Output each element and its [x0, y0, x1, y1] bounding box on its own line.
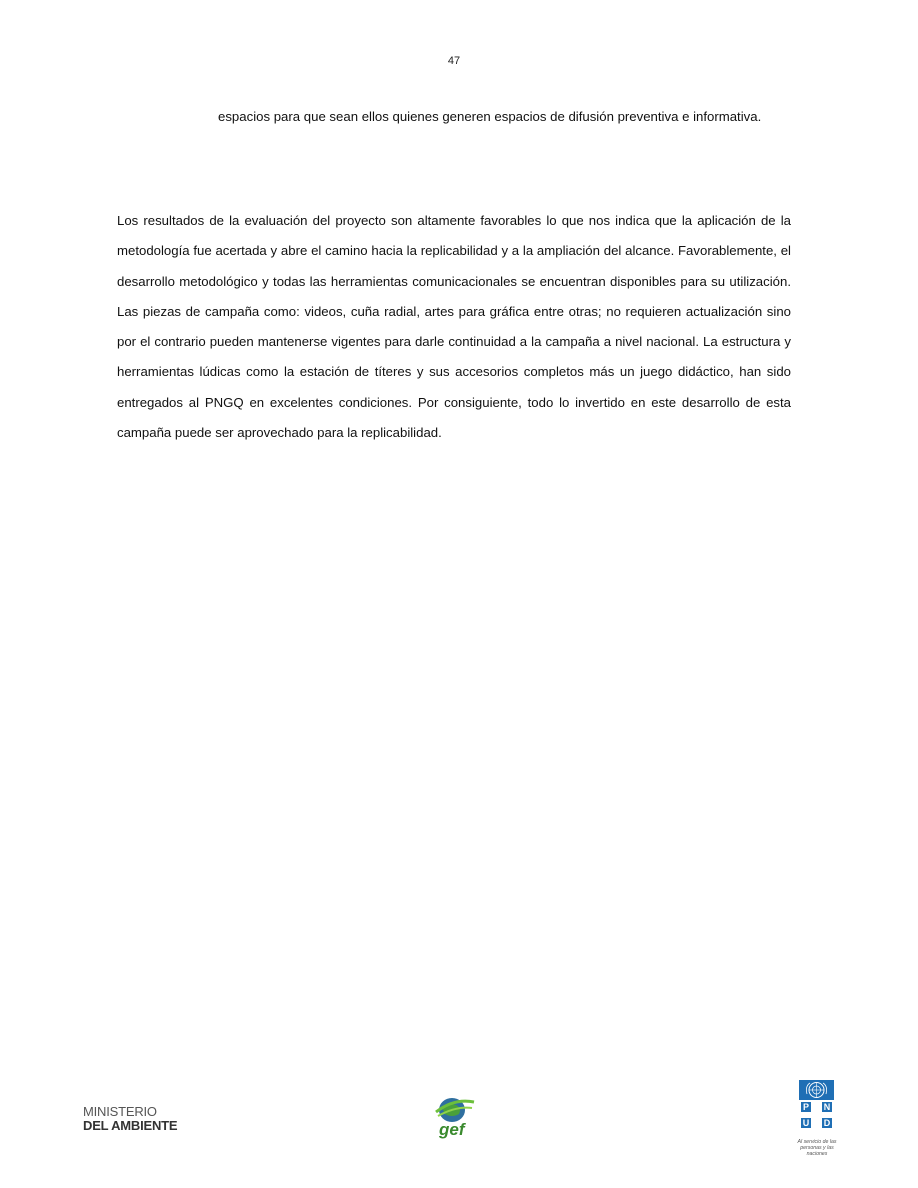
- gef-logo: [432, 1094, 476, 1142]
- ministerio-logo-line1: MINISTERIO: [83, 1104, 157, 1119]
- undp-emblem-block: [799, 1080, 834, 1136]
- undp-letter-n: N: [823, 1102, 831, 1112]
- gef-logo-text: gef: [439, 1120, 465, 1139]
- main-paragraph: Los resultados de la evaluación del proyecto son altamente favorables lo que nos indica que la aplicación de la metodología fue acertada y abre el camino hacia la replicabilidad y a la ampliación del alcance. Favorablemente, el desarrollo metodológico y todas las herramientas comunicacionales se encuentran disponibles para su utilización. Las piezas de campaña como: videos, cuña radial, artes para gráfica entre otras; no requieren actualización sino por el contrario pueden mantenerse vigentes para darle continuidad a la campaña a nivel nacional. La estructura y herramientas lúdicas como la estación de títeres y sus accesorios completos más un juego didáctico, han sido entregados al PNGQ en excelentes condiciones. Por consiguiente, todo lo invertido en este desarrollo de esta campaña puede ser aprovechado para la replicabilidad.: [117, 213, 791, 441]
- undp-letter-u: U: [802, 1118, 810, 1128]
- ministerio-logo-line2: DEL AMBIENTE: [83, 1118, 178, 1133]
- un-emblem-icon: [799, 1080, 834, 1100]
- undp-logo: [797, 1080, 837, 1164]
- undp-letter-d: D: [823, 1118, 831, 1128]
- ministerio-del-ambiente-logo: [83, 1104, 193, 1140]
- undp-tagline: Al servicio de las personas y las naciones: [797, 1139, 837, 1157]
- continuation-paragraph: espacios para que sean ellos quienes generen espacios de difusión preventiva e informativa.: [218, 109, 762, 124]
- page-number: 47: [447, 55, 461, 67]
- undp-letter-p: P: [802, 1102, 809, 1112]
